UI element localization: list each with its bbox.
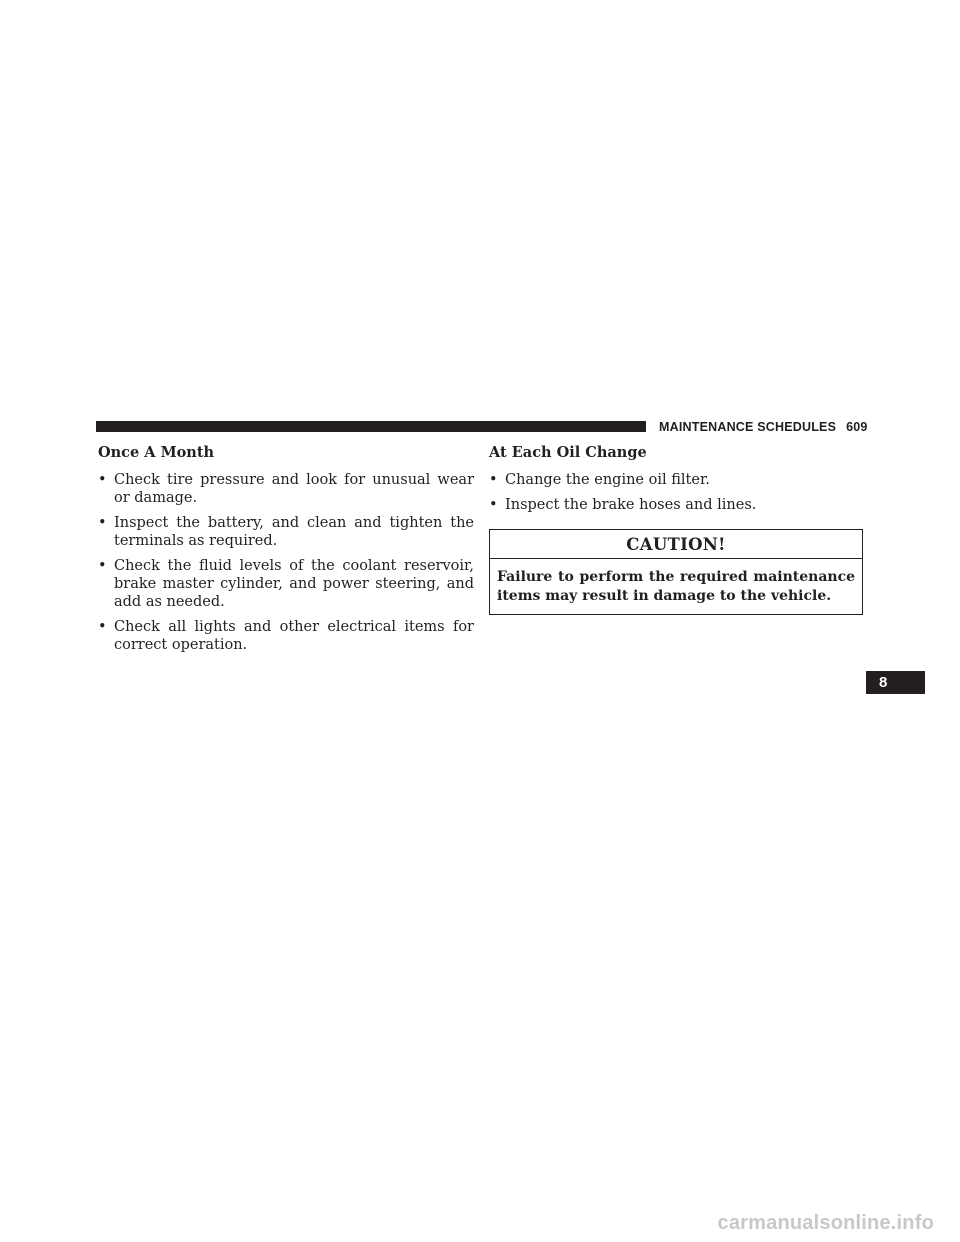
left-column [98, 444, 474, 661]
bullet-icon: • [98, 619, 107, 635]
chapter-tab: 8 [866, 671, 925, 694]
bullet-icon: • [98, 515, 107, 531]
section-title: MAINTENANCE SCHEDULES [659, 420, 837, 434]
list-item [98, 618, 474, 654]
bullet-icon: • [489, 497, 498, 513]
caution-body: Failure to perform the required maintenance items may result in damage to the vehicle. [497, 569, 855, 604]
once-a-month-list [98, 471, 474, 654]
list-item [98, 514, 474, 550]
list-item [98, 557, 474, 611]
right-column [489, 444, 865, 615]
header-rule [96, 421, 646, 432]
list-item-text: Inspect the brake hoses and lines. [505, 497, 757, 513]
running-header [659, 419, 868, 435]
list-item-text: Check tire pressure and look for unusual wear or damage. [114, 472, 474, 506]
bullet-icon: • [98, 558, 107, 574]
list-item-text: Check all lights and other electrical items for correct operation. [114, 619, 474, 653]
list-item [98, 471, 474, 507]
page-number: 609 [846, 420, 868, 434]
list-item [489, 496, 865, 514]
list-item [489, 471, 865, 489]
caution-box [489, 529, 863, 615]
oil-change-list [489, 471, 865, 514]
watermark: carmanualsonline.info [717, 1212, 934, 1234]
bullet-icon: • [98, 472, 107, 488]
list-item-text: Change the engine oil filter. [505, 472, 710, 488]
bullet-icon: • [489, 472, 498, 488]
heading-once-a-month: Once A Month [98, 444, 215, 461]
caution-title: CAUTION! [490, 530, 862, 559]
heading-at-each-oil-change: At Each Oil Change [489, 444, 647, 461]
list-item-text: Inspect the battery, and clean and tighten the terminals as required. [114, 515, 474, 549]
list-item-text: Check the fluid levels of the coolant reservoir, brake master cylinder, and power steering, and add as needed. [114, 558, 474, 610]
